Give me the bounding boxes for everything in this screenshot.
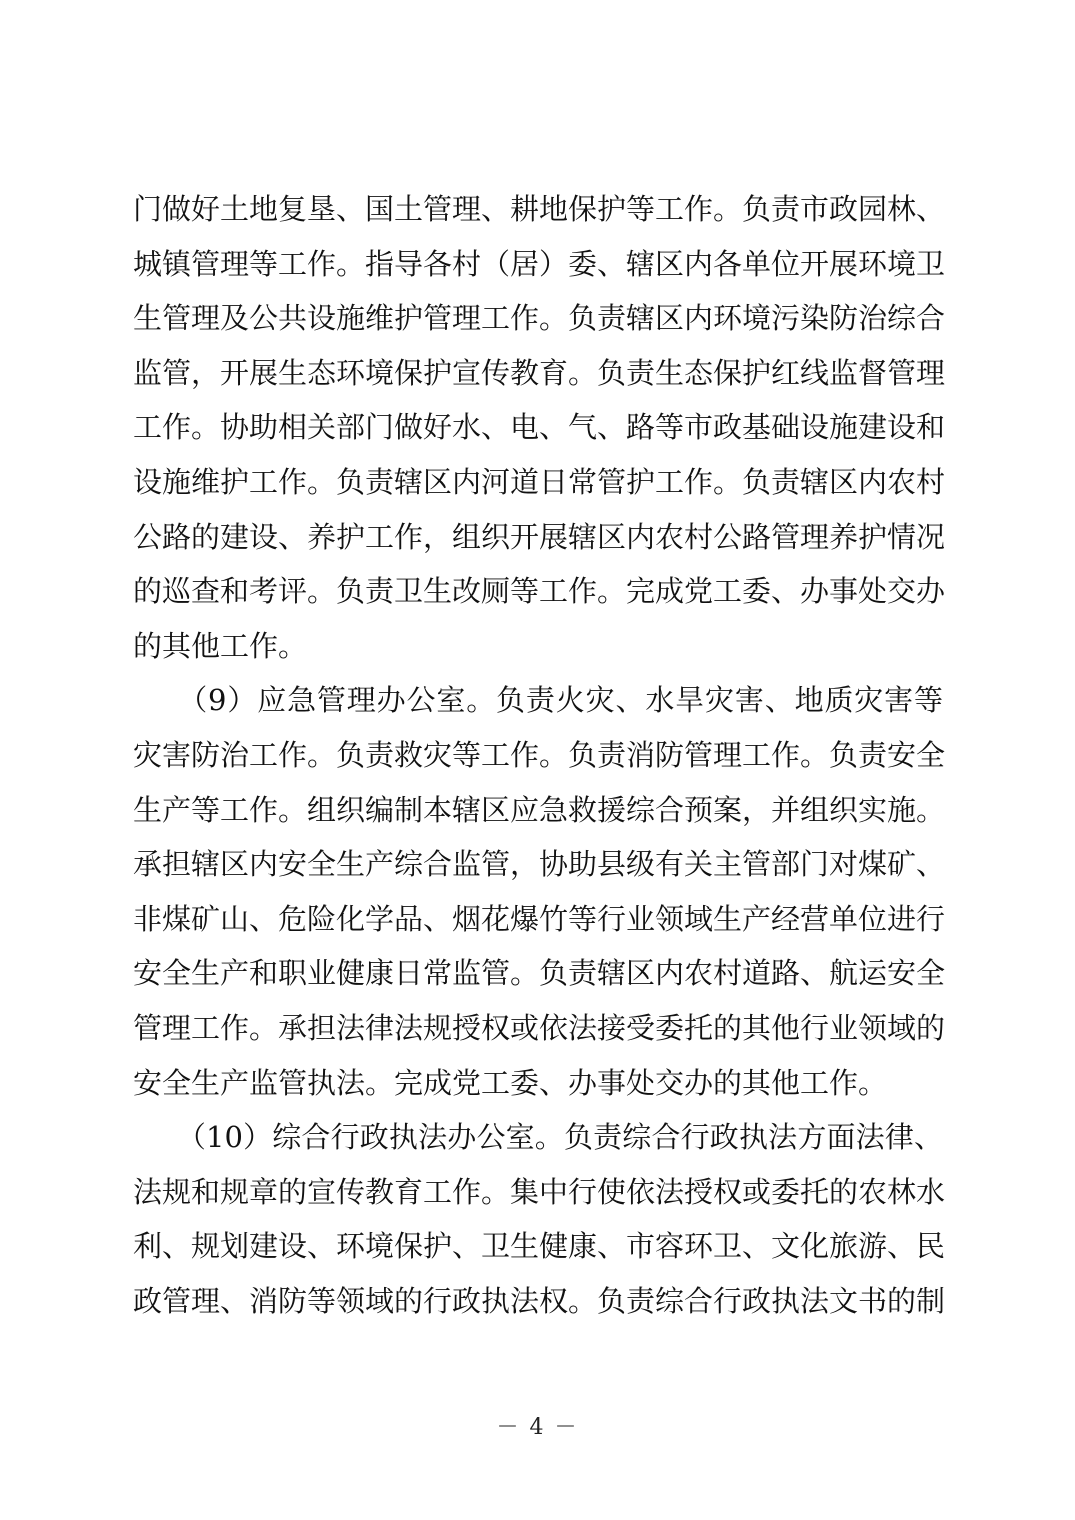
section-heading-line: （10）综合行政执法办公室。负责综合行政执法方面法律、 bbox=[133, 1120, 943, 1155]
page-number: － 4 － bbox=[496, 1415, 579, 1440]
body-text bbox=[133, 182, 946, 1328]
text-line: 安全生产监管执法。完成党工委、办事处交办的其他工作。 bbox=[133, 1065, 888, 1100]
section-heading-line: （9）应急管理办公室。负责火灾、水旱灾害、地质灾害等 bbox=[133, 683, 943, 718]
text-line: 工作。协助相关部门做好水、电、气、路等市政基础设施建设和 bbox=[133, 410, 946, 445]
text-line: 灾害防治工作。负责救灾等工作。负责消防管理工作。负责安全 bbox=[133, 737, 946, 772]
text-line: 管理工作。承担法律法规授权或依法接受委托的其他行业领域的 bbox=[133, 1010, 946, 1045]
text-line: 设施维护工作。负责辖区内河道日常管护工作。负责辖区内农村 bbox=[133, 464, 946, 499]
text-line: 法规和规章的宣传教育工作。集中行使依法授权或委托的农林水 bbox=[133, 1174, 946, 1209]
text-line: 生管理及公共设施维护管理工作。负责辖区内环境污染防治综合 bbox=[133, 301, 946, 336]
text-line: 城镇管理等工作。指导各村（居）委、辖区内各单位开展环境卫 bbox=[133, 246, 946, 281]
text-line: 非煤矿山、危险化学品、烟花爆竹等行业领域生产经营单位进行 bbox=[133, 901, 946, 936]
text-line: 公路的建设、养护工作，组织开展辖区内农村公路管理养护情况 bbox=[133, 519, 946, 554]
text-line: 利、规划建设、环境保护、卫生健康、市容环卫、文化旅游、民 bbox=[133, 1229, 946, 1264]
text-line: 门做好土地复垦、国土管理、耕地保护等工作。负责市政园林、 bbox=[133, 192, 946, 226]
text-line: 承担辖区内安全生产综合监管，协助县级有关主管部门对煤矿、 bbox=[133, 847, 946, 882]
text-line: 政管理、消防等领域的行政执法权。负责综合行政执法文书的制 bbox=[133, 1283, 946, 1318]
text-line: 的其他工作。 bbox=[133, 628, 308, 663]
text-line: 安全生产和职业健康日常监管。负责辖区内农村道路、航运安全 bbox=[133, 956, 946, 991]
text-line: 的巡查和考评。负责卫生改厕等工作。完成党工委、办事处交办 bbox=[133, 574, 946, 609]
text-line: 生产等工作。组织编制本辖区应急救援综合预案，并组织实施。 bbox=[133, 792, 946, 827]
text-line: 监管，开展生态环境保护宣传教育。负责生态保护红线监督管理 bbox=[133, 355, 946, 390]
